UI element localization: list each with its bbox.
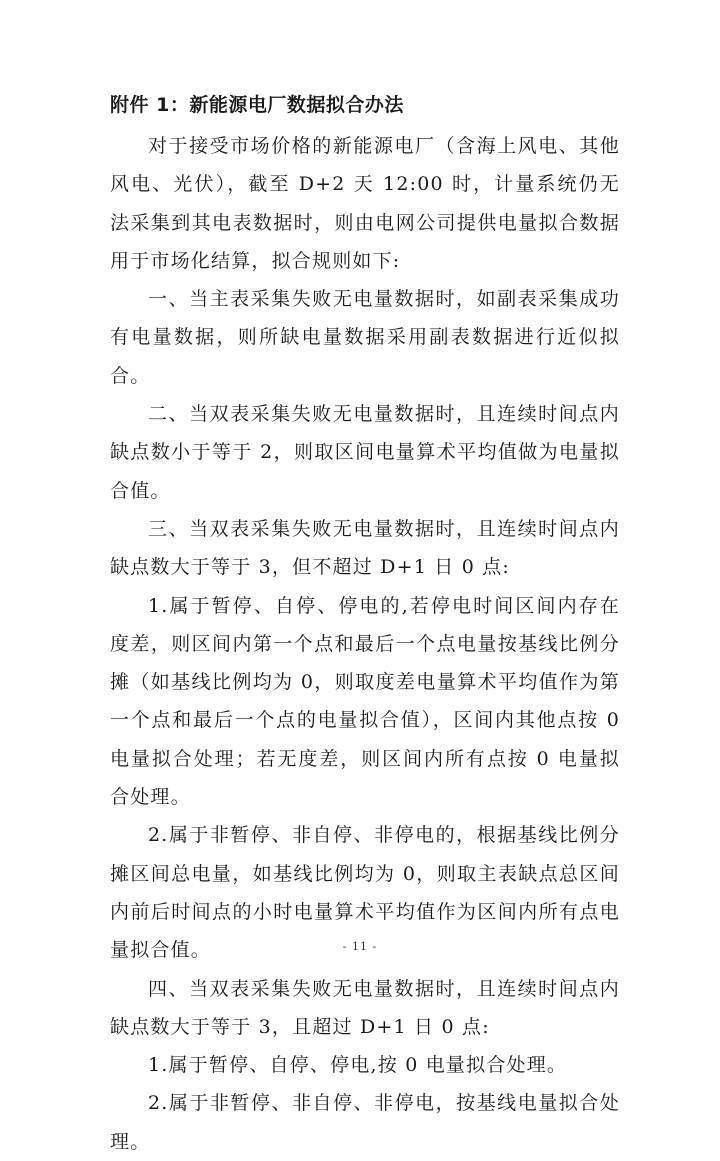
rule-four-item-one: 1.属于暂停、自停、停电,按 0 电量拟合处理。 bbox=[148, 1054, 568, 1077]
rule-three-item-two: 2.属于非暂停、非自停、非停电的，根据基线比例分摊区间总电量，如基线比例均为 0，则取主表缺点总区间内前后时间点的小时电量算术平均值作为区间内所有点电量拟合值。 bbox=[110, 824, 620, 962]
rule-three-item-one: 1.属于暂停、自停、停电的,若停电时间区间内存在度差，则区间内第一个点和最后一个点电量按基线比例分摊（如基线比例均为 0，则取度差电量算术平均值作为第一个点和最后一个点的电量拟合值），区间内其他点按 0 电量拟合处理；若无度差，则区间内所有点按 0 电量拟合处理。 bbox=[110, 594, 620, 809]
rule-one-paragraph: 一、当主表采集失败无电量数据时，如副表采集成功有电量数据，则所缺电量数据采用副表数据进行近似拟合。 bbox=[110, 288, 620, 387]
rule-four-item-two: 2.属于非暂停、非自停、非停电，按基线电量拟合处理。 bbox=[110, 1092, 620, 1153]
document-title: 附件 1：新能源电厂数据拟合办法 bbox=[110, 94, 404, 116]
intro-paragraph: 对于接受市场价格的新能源电厂（含海上风电、其他风电、光伏），截至 D+2 天 12:00 时，计量系统仍无法采集到其电表数据时，则由电网公司提供电量拟合数据用于市场化结算，拟合规则如下: bbox=[110, 135, 620, 272]
rule-three-paragraph: 三、当双表采集失败无电量数据时，且连续时间点内缺点数大于等于 3，但不超过 D+1 日 0 点: bbox=[110, 517, 620, 579]
rule-four-paragraph: 四、当双表采集失败无电量数据时，且连续时间点内缺点数大于等于 3，且超过 D+1 日 0 点: bbox=[110, 977, 620, 1038]
rule-two-paragraph: 二、当双表采集失败无电量数据时，且连续时间点内缺点数小于等于 2，则取区间电量算术平均值做为电量拟合值。 bbox=[110, 403, 620, 502]
document-body bbox=[110, 127, 620, 1161]
page-number: - 11 - bbox=[342, 940, 378, 953]
